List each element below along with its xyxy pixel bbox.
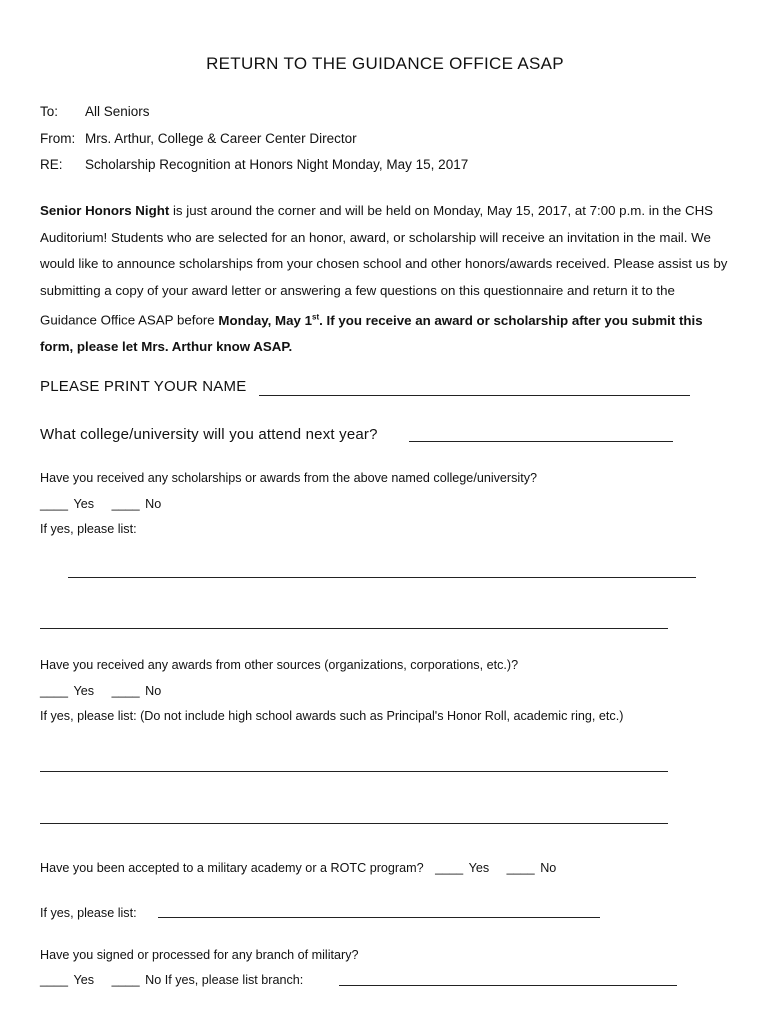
q3-row (40, 861, 556, 875)
q4-text: Have you signed or processed for any branch of military? (40, 948, 359, 962)
q2-list-label: If yes, please list: (Do not include high school awards such as Principal's Honor Roll, academic ring, etc.) (40, 709, 624, 723)
q4-options (40, 973, 303, 987)
intro-paragraph (40, 198, 730, 361)
q4-no-list-label: No If yes, please list branch: (145, 973, 304, 987)
q1-no-blank[interactable]: ____ (111, 497, 140, 511)
re-value: Scholarship Recognition at Honors Night Monday, May 15, 2017 (85, 157, 469, 172)
q1-yes-blank[interactable]: ____ (40, 497, 69, 511)
intro-bold-date: Monday, May 1st. If you receive an award or scholarship after you submit this form, please let Mrs. Arthur know ASAP. (40, 312, 703, 355)
q2-answer-line-2[interactable] (40, 823, 668, 824)
page-title: RETURN TO THE GUIDANCE OFFICE ASAP (206, 54, 564, 73)
q4-yes-label: Yes (73, 973, 95, 987)
q2-yes-blank[interactable]: ____ (40, 684, 69, 698)
q1-text: Have you received any scholarships or awards from the above named college/university? (40, 471, 538, 485)
q4-no-blank[interactable]: ____ (111, 973, 140, 987)
q2-options (40, 684, 161, 698)
q1-answer-line-1[interactable] (68, 577, 696, 578)
to-label: To: (40, 104, 59, 119)
intro-bold-lead: Senior Honors Night (40, 203, 170, 218)
to-value: All Seniors (85, 104, 150, 119)
q4-yes-blank[interactable]: ____ (40, 973, 69, 987)
q2-text: Have you received any awards from other sources (organizations, corporations, etc.)? (40, 658, 519, 672)
name-field[interactable] (259, 395, 690, 396)
re-label: RE: (40, 157, 63, 172)
q3-list-field[interactable] (158, 917, 600, 918)
q1-no-label: No (145, 497, 162, 511)
q4-branch-field[interactable] (339, 985, 677, 986)
from-value: Mrs. Arthur, College & Career Center Director (85, 131, 357, 146)
name-label: PLEASE PRINT YOUR NAME (40, 378, 247, 395)
q2-no-blank[interactable]: ____ (111, 684, 140, 698)
q3-no-label: No (540, 861, 557, 875)
college-label: What college/university will you attend next year? (40, 426, 378, 443)
q1-answer-line-2[interactable] (40, 628, 668, 629)
q1-options (40, 497, 161, 511)
q1-yes-label: Yes (73, 497, 95, 511)
college-field[interactable] (409, 441, 673, 442)
intro-body: is just around the corner and will be held on Monday, May 15, 2017, at 7:00 p.m. in the CHS Auditorium! Students who are selected for an honor, award, or scholarship will receive an invitation in the mail. We would like to announce scholarships from your chosen school and other honors/awards received. Please assist us by submitting a copy of your award letter or answering a few questions on this questionnaire and return it to the Guidance Office ASAP before (40, 203, 728, 328)
q3-no-blank[interactable]: ____ (506, 861, 535, 875)
q3-text: Have you been accepted to a military academy or a ROTC program? (40, 861, 424, 875)
q1-list-label: If yes, please list: (40, 522, 137, 536)
from-label: From: (40, 131, 76, 146)
q3-yes-label: Yes (468, 861, 490, 875)
q3-yes-blank[interactable]: ____ (435, 861, 464, 875)
q3-list-label: If yes, please list: (40, 906, 137, 920)
q2-yes-label: Yes (73, 684, 95, 698)
q2-answer-line-1[interactable] (40, 771, 668, 772)
q2-no-label: No (145, 684, 162, 698)
